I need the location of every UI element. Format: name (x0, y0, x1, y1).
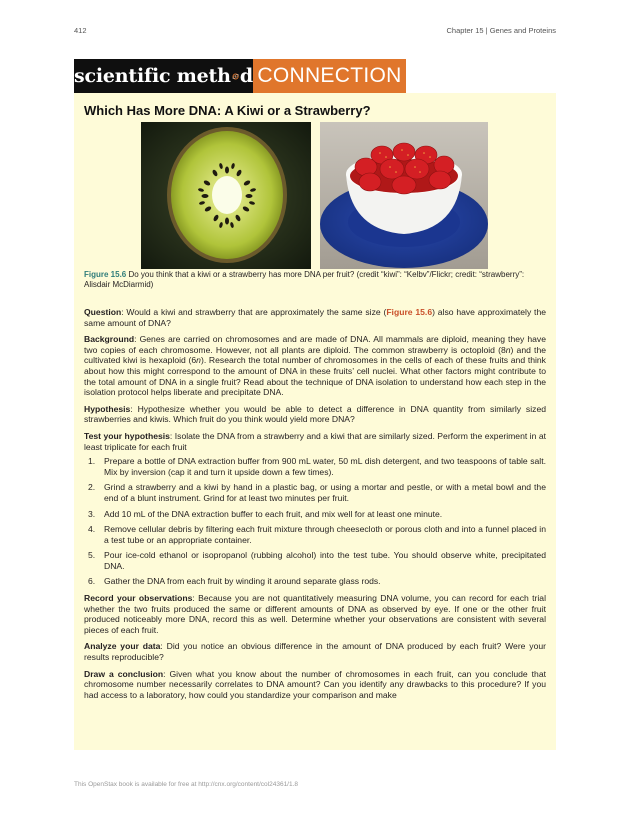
step-number: 1. (88, 456, 96, 467)
background-heading: Background (84, 334, 135, 345)
strawberry-photo (320, 122, 488, 269)
page-number: 412 (74, 26, 87, 35)
test-text: : Isolate the DNA from a strawberry and a kiwi that are similarly sized. Perform the experiment in at least triplicate for each fruit (84, 430, 546, 452)
feature-box (74, 93, 556, 750)
question-text-b: ) also have approximately the same amount of DNA? (84, 307, 547, 328)
list-item (84, 482, 546, 503)
feature-banner (74, 59, 406, 93)
observations-heading: Record your observations (84, 593, 193, 604)
step-text: Pour ice-cold ethanol or isopropanol (rubbing alcohol) into the test tube. You should observe white, precipitated DNA. (104, 550, 546, 571)
banner-connection: CONNECTION (253, 59, 406, 93)
list-item (84, 576, 546, 587)
question-text-a: : Would a kiwi and strawberry that are approximately the same size ( (121, 307, 387, 317)
test-heading: Test your hypothesis (84, 430, 170, 441)
feature-body (84, 307, 546, 706)
step-text: Add 10 mL of the DNA extraction buffer to each fruit, and mix well for at least one minute. (104, 508, 443, 519)
figure-caption-text: Do you think that a kiwi or a strawberry has more DNA per fruit? (credit “kiwi”: “Kelbv”/Flickr; credit: “strawberry”: Alisdair McDiarmid) (84, 270, 525, 289)
list-item (84, 509, 546, 520)
step-text: Grind a strawberry and a kiwi by hand in a plastic bag, or using a mortar and pestle, or with a metal bowl and the end of a blunt instrument. Grind for at least two minutes per fruit. (104, 482, 546, 503)
list-item (84, 524, 546, 545)
background-text-a: : Genes are carried on chromosomes and are made of DNA. All mammals are diploid, meaning they have two copies of each chromosome. However, not all plants are diploid. The common strawberry is octoploid (8 (84, 334, 546, 355)
step-number: 6. (88, 576, 96, 587)
kiwi-photo (141, 122, 311, 269)
observations-paragraph (84, 593, 546, 635)
question-heading: Question (84, 307, 122, 317)
background-text-b: ) and the cultivated kiwi is hexaploid (6 (84, 344, 547, 366)
background-n1: n (505, 344, 511, 355)
conclusion-paragraph (84, 669, 546, 701)
conclusion-text: : Given what you know about the number of chromosomes in each fruit, can you conclude that chromosome number necessarily correlates to DNA amount? Can you identify any drawbacks to this procedure? If you had access to a laboratory, how could you standardize your comparison and make (84, 668, 546, 700)
procedure-list (84, 456, 546, 587)
step-text: Remove cellular debris by filtering each fruit mixture through cheesecloth or porous cloth and into a funnel placed in a test tube or an appropriate container. (104, 524, 546, 545)
banner-label-a: scientific meth (74, 65, 231, 87)
step-text: Prepare a bottle of DNA extraction buffer from 900 mL water, 50 mL dish detergent, and two teaspoons of table salt. Mix by inversion (cap it and turn it upside down a few times). (104, 456, 546, 477)
test-paragraph (84, 431, 546, 452)
hypothesis-paragraph (84, 404, 546, 425)
figure-label: Figure 15.6 (84, 270, 127, 279)
step-number: 5. (88, 550, 96, 561)
question-paragraph (84, 307, 546, 328)
background-n2: n (196, 355, 201, 366)
hypothesis-heading: Hypothesis (84, 403, 131, 414)
figure-caption (84, 270, 546, 290)
step-text: Gather the DNA from each fruit by winding it around separate glass rods. (104, 576, 381, 587)
hypothesis-text: : Hypothesize whether you would be able to detect a difference in DNA quantity from similarly sized strawberries and kiwis. Which fruit do you think would yield more DNA? (84, 403, 546, 425)
analyze-paragraph (84, 641, 546, 662)
feature-title: Which Has More DNA: A Kiwi or a Strawberry? (84, 103, 371, 118)
banner-label-b: d (239, 65, 253, 87)
step-number: 2. (88, 482, 96, 493)
figure-link[interactable]: Figure 15.6 (386, 307, 433, 317)
analyze-text: : Did you notice an obvious difference in the amount of DNA produced by each fruit? Were your results reproducible? (84, 641, 546, 663)
background-paragraph (84, 334, 546, 398)
observations-text: : Because you are not quantitatively measuring DNA volume, you can record for each trial whether the two fruits produced the same or different amounts of DNA as observed by eye. If one or the other fruit produced noticeably more DNA, record this as well. Determine whether your observations are consistent with several pieces of each fruit. (84, 593, 546, 635)
banner-scientific-method (74, 59, 253, 93)
footer-note: This OpenStax book is available for free at http://cnx.org/content/col24361/1.8 (74, 781, 299, 788)
chapter-header: Chapter 15 | Genes and Proteins (446, 26, 556, 35)
atom-o-icon (232, 68, 239, 85)
analyze-heading: Analyze your data (84, 641, 161, 652)
list-item (84, 456, 546, 477)
step-number: 3. (88, 508, 96, 519)
list-item (84, 550, 546, 571)
conclusion-heading: Draw a conclusion (84, 668, 164, 679)
step-number: 4. (88, 524, 96, 535)
background-text-c: ). Research the total number of chromosomes in the cells of each of these fruits and think about how this might correspond to the amount of DNA in these fruits’ cell nuclei. What other factors might contribute to the total amount of DNA in a single fruit? Read about the technique of DNA isolation to understand how each step in the isolation protocol helps liberate and precipitate DNA. (84, 355, 546, 398)
